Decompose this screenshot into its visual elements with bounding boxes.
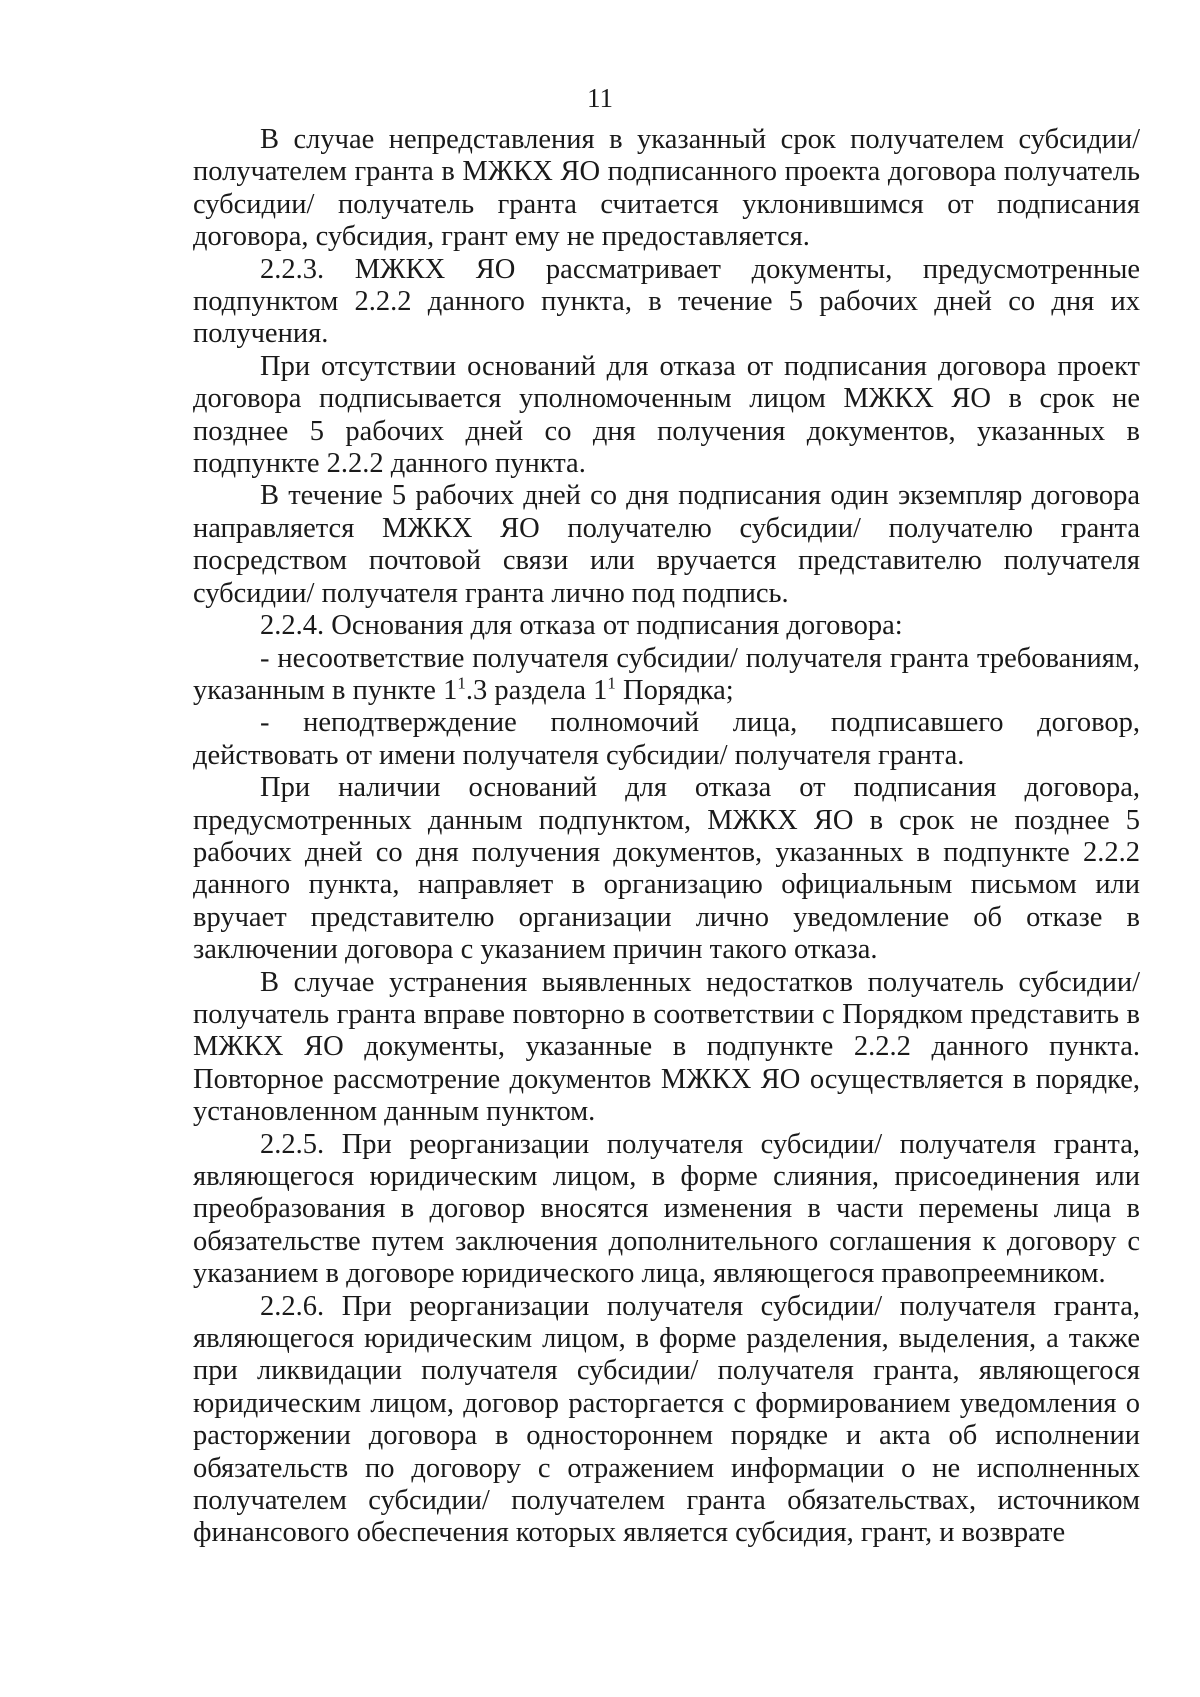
superscript-1: 1 <box>457 673 466 693</box>
nonconformity-text-end: Порядка; <box>615 674 734 706</box>
paragraph-2-2-4: 2.2.4. Основания для отказа от подписания договора: <box>260 610 903 642</box>
paragraph-2-2-5: 2.2.5. При реорганизации получателя субсидии/ получателя гранта, являющегося юридическим лицом, в форме слияния, присоединения или преобразования в договор вносятся изменения в части перемены лица в обязательстве путем заключения дополнительного соглашения к договору с указанием в договоре юридического лица, являющегося правопреемником. <box>193 1128 1140 1290</box>
nonconformity-text-start: - несоответствие получателя субсидии/ получателя гранта требованиям, указанным в пункте 1 <box>193 642 1140 706</box>
paragraph-refusal-notice: При наличии оснований для отказа от подписания договора, предусмотренных данным подпунктом, МЖКХ ЯО в срок не позднее 5 рабочих дней со дня получения документов, указанных в подпункте 2.2.2 данного пункта, направляет в организацию официальным письмом или вручает представителю организации лично уведомление об отказе в заключении договора с указанием причин такого отказа. <box>193 772 1140 966</box>
page-number: 11 <box>587 83 613 113</box>
paragraph-no-grounds-for-refusal: При отсутствии оснований для отказа от подписания договора проект договора подписывается уполномоченным лицом МЖКХ ЯО в срок не позднее 5 рабочих дней со дня получения документов, указанных в подпункте 2.2.2 данного пункта. <box>193 350 1140 480</box>
paragraph-authority-not-confirmed: - неподтверждение полномочий лица, подписавшего договор, действовать от имени получателя субсидии/ получателя гранта. <box>193 707 1140 771</box>
paragraph-2-2-3: 2.2.3. МЖКХ ЯО рассматривает документы, предусмотренные подпунктом 2.2.2 данного пункта, в течение 5 рабочих дней со дня их получения. <box>193 253 1140 350</box>
paragraph-contract-delivery: В течение 5 рабочих дней со дня подписания один экземпляр договора направляется МЖКХ ЯО получателю субсидии/ получателю гранта посредством почтовой связи или вручается представителю получателя субсидии/ получателя гранта лично под подпись. <box>193 480 1140 609</box>
document-body <box>193 124 1140 1550</box>
paragraph-2-2-6: 2.2.6. При реорганизации получателя субсидии/ получателя гранта, являющегося юридическим лицом, в форме разделения, выделения, а также при ликвидации получателя субсидии/ получателя гранта, являющегося юридическим лицом, договор расторгается с формированием уведомления о расторжении договора в одностороннем порядке и акта об исполнении обязательств по договору с отражением информации о не исполненных получателем субсидии/ получателем гранта обязательствах, источником финансового обеспечения которых является субсидия, грант, и возврате <box>193 1290 1140 1549</box>
nonconformity-text-middle: .3 раздела 1 <box>465 674 608 706</box>
paragraph-nonconformity-item <box>193 643 1140 708</box>
paragraph-failure-to-submit: В случае непредставления в указанный срок получателем субсидии/ получателем гранта в МЖКХ ЯО подписанного проекта договора получатель субсидии/ получатель гранта считается уклонившимся от подписания договора, субсидия, грант ему не предоставляется. <box>193 124 1140 253</box>
paragraph-resubmission: В случае устранения выявленных недостатков получатель субсидии/ получатель гранта вправе повторно в соответствии с Порядком представить в МЖКХ ЯО документы, указанные в подпункте 2.2.2 данного пункта. Повторное рассмотрение документов МЖКХ ЯО осуществляется в порядке, установленном данным пунктом. <box>193 966 1140 1128</box>
superscript-2: 1 <box>607 673 616 693</box>
